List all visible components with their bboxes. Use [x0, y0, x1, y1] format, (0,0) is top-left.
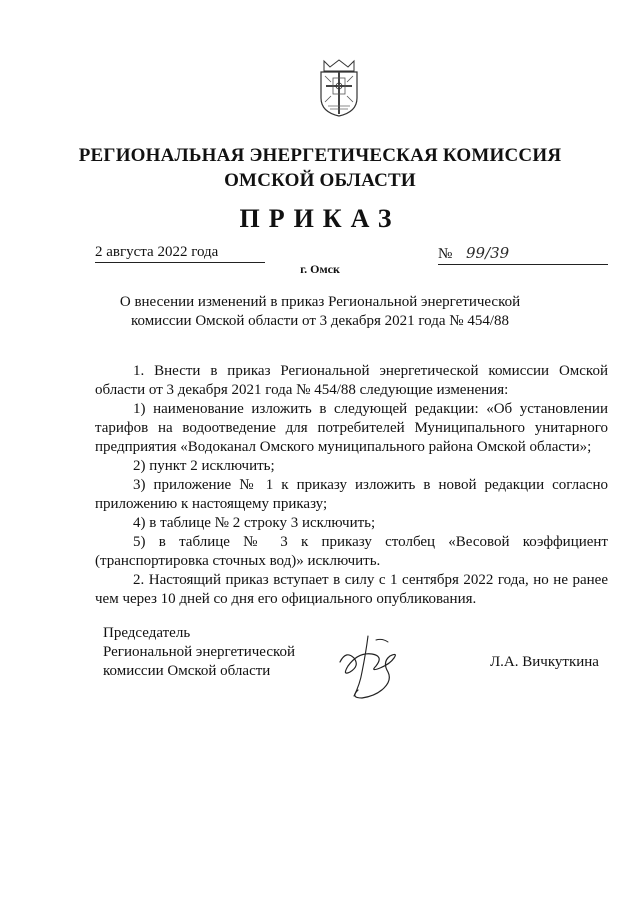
- body-paragraph: 4) в таблице № 2 строку 3 исключить;: [133, 515, 376, 531]
- omsk-coat-of-arms-icon: [318, 58, 360, 118]
- organization-name-line1: РЕГИОНАЛЬНАЯ ЭНЕРГЕТИЧЕСКАЯ КОМИССИЯ: [78, 145, 562, 166]
- signatory-name: Л.А. Вичкуткина: [490, 654, 599, 670]
- body-paragraph: 2. Настоящий приказ вступает в силу с 1 сентября 2022 года, но не ранее чем через 10 дней со дня его официального опубликования.: [95, 572, 608, 607]
- signatory-position: [103, 624, 333, 681]
- organization-name-line2: ОМСКОЙ ОБЛАСТИ: [224, 170, 416, 191]
- number-value: 99/39: [466, 244, 510, 262]
- document-date: 2 августа 2022 года: [95, 244, 265, 263]
- position-line: Региональной энергетической: [103, 644, 296, 660]
- document-subject: О внесении изменений в приказ Региональной энергетической комиссии Омской области от 3 декабря 2021 года № 454/88: [119, 294, 521, 329]
- body-paragraph: 5) в таблице № 3 к приказу столбец «Весовой коэффициент (транспортировка сточных вод)» исключить.: [95, 534, 608, 569]
- body-paragraph: 1. Внести в приказ Региональной энергетической комиссии Омской области от 3 декабря 2021 года № 454/88 следующие изменения:: [95, 363, 608, 398]
- position-line: Председатель: [103, 625, 191, 641]
- position-line: комиссии Омской области: [103, 663, 271, 679]
- body-paragraph: 3) приложение № 1 к приказу изложить в новой редакции согласно приложению к настоящему приказу;: [95, 477, 608, 512]
- body-paragraph: 2) пункт 2 исключить;: [133, 458, 275, 474]
- body-paragraph: 1) наименование изложить в следующей редакции: «Об установлении тарифов на водоотведение для потребителей Муниципального унитарного предприятия «Водоканал Омского муниципального района Омской области»;: [95, 401, 608, 455]
- document-body: [95, 362, 608, 609]
- document-type-title: ПРИКАЗ: [239, 204, 401, 233]
- document-city: г. Омск: [300, 262, 340, 276]
- number-sign: №: [438, 246, 453, 262]
- handwritten-signature-icon: [332, 632, 412, 702]
